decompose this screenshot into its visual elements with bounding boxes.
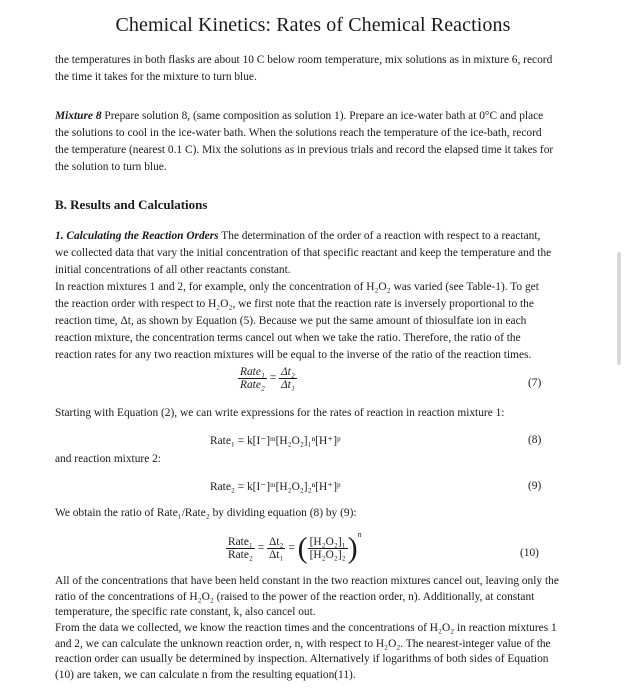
mixture8-label: Mixture 8 [55,110,102,122]
eq7-equals: = [269,372,277,385]
eq10-num-a: Rate₁ [228,535,253,548]
eq10-number: (10) [520,547,539,559]
equation-10: $\frac{\text{Rate₁}}{\text{Rate₂}}$ = $\frac{\text{Δt₂}}{\text{Δt₁}}$ = ( $\frac{\text{[H₂O₂]₁}}{\text{[H₂O₂]₂}}$ )$^n$ [228,530,362,565]
calc-paragraph [55,228,555,279]
mixture2-text: and reaction mixture 2: [55,453,161,465]
eq10-num-c: [H₂O₂]₁ [309,535,346,548]
final-paragraph-1: All of the concentrations that have been held constant in the two reaction mixtures cancel out, leaving only the ratio of the concentrations of H₂O₂ (raised to the power of the reaction order, n). Additionally, at constant temperature, the specific rate constant, k, also cancel out. [55,575,559,619]
eq9-number: (9) [528,480,542,492]
intro-paragraph: the temperatures in both flasks are about 10 C below room temperature, mix solutions as in mixture 6, record the time it takes for the mixture to turn blue. [55,54,553,83]
calc-paragraph-2: In reaction mixtures 1 and 2, for example, only the concentration of H₂O₂ was varied (see Table-1). To get the reaction order with respect to H₂O₂, we first note that the reaction rate is inversely proportional to the reaction time, Δt, as shown by Equation (5). Because we put the same amount of thiosulfate ion in each reaction mixture, the concentration terms cancel out when we take the ratio. Therefore, the ratio of the reaction rates for any two reaction mixtures will be equal to the inverse of the ratio of the reaction times. [55,281,539,361]
equation-8: Rate₁ = k[I⁻]ᵐ[H₂O₂]₁ⁿ[H⁺]ᵖ [210,435,341,447]
eq7-right-fraction [279,366,297,391]
equation-7 [238,366,297,391]
eq7-left-fraction [238,366,267,391]
eq10-exponent: n [357,530,362,539]
eq10-num-b: Δt₂ [269,535,284,548]
eq7-num-left: Rate₁ [240,366,265,378]
page-title: Chemical Kinetics: Rates of Chemical Reactions [115,14,511,36]
eq10-den-a: Rate₂ [228,548,253,561]
eq7-den-right: Δt₁ [281,379,295,391]
calc-label: 1. Calculating the Reaction Orders [55,230,219,242]
mixture8-text: Prepare solution 8, (same composition as solution 1). Prepare an ice-water bath at 0°C and place the solutions to cool in the ice-water bath. When the solutions reach the temperature of the ice-bath, record the temperature (nearest 0.1 C). Mix the solutions as in previous trials and record the elapsed time it takes for the solution to turn blue. [55,110,554,173]
calc-text-1: The determination of the order of a reaction with respect to a reactant, we collected data that vary the initial concentration of that specific reactant and keep the temperature and the initial concentrations of all other reactants constant. [55,230,552,276]
eq10-den-b: Δt₁ [269,548,284,561]
eq7-number: (7) [528,377,542,389]
eq7-den-left: Rate₂ [240,379,265,391]
mixture8-paragraph [55,108,555,176]
eq10-fraction-a [226,536,255,561]
starting-text: Starting with Equation (2), we can write expressions for the rates of reaction in reaction mixture 1: [55,407,505,419]
eq8-number: (8) [528,434,542,446]
vertical-scrollbar[interactable] [617,252,621,365]
eq10-fraction-c [308,536,348,561]
eq7-num-right: Δt₂ [281,366,295,378]
final-paragraph-2: From the data we collected, we know the reaction times and the concentrations of H₂O₂ in reaction mixtures 1 and 2, we can calculate the unknown reaction order, n, with respect to H₂O₂. The nearest-integer value of the reaction order can usually be determined by inspection. Alternatively if logarithms of both sides of Equation (10) are taken, we can calculate n from the resulting equation(11). [55,622,557,681]
eq10-fraction-b [267,536,285,561]
obtain-text: We obtain the ratio of Rate₁/Rate₂ by dividing equation (8) by (9): [55,507,357,519]
equation-9: Rate₂ = k[I⁻]ᵐ[H₂O₂]₂ⁿ[H⁺]ᵖ [210,481,341,493]
section-heading: B. Results and Calculations [55,197,208,212]
eq10-den-c: [H₂O₂]₂ [309,548,346,561]
